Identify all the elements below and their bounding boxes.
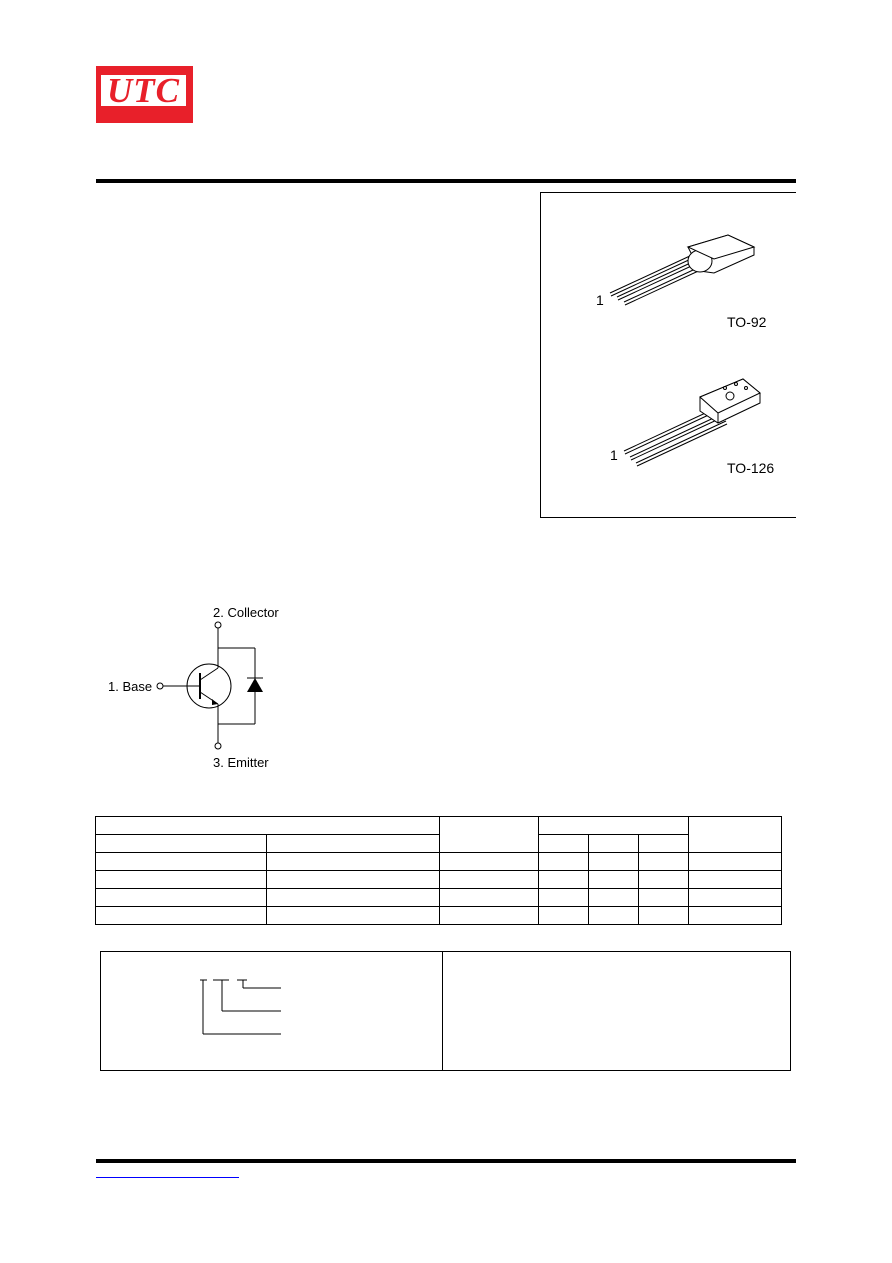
table-cell xyxy=(689,817,782,853)
table-cell xyxy=(589,853,639,871)
table-cell xyxy=(96,871,267,889)
table-row xyxy=(96,889,782,907)
to92-pin1-label: 1 xyxy=(596,292,604,308)
part-number-divider xyxy=(442,951,443,1071)
table-cell xyxy=(539,835,589,853)
diode-symbol xyxy=(247,678,263,692)
table-cell xyxy=(639,889,689,907)
to92-package-label: TO-92 xyxy=(727,314,767,330)
table-cell xyxy=(96,889,267,907)
base-label: 1. Base xyxy=(108,679,153,694)
table-subheader-row xyxy=(96,835,782,853)
to92-package-drawing xyxy=(600,225,770,315)
table-cell xyxy=(440,871,539,889)
table-cell xyxy=(639,871,689,889)
table-cell xyxy=(267,835,440,853)
table-cell xyxy=(539,889,589,907)
table-cell xyxy=(589,889,639,907)
table-cell xyxy=(96,835,267,853)
table-cell xyxy=(539,817,689,835)
table-cell xyxy=(539,907,589,925)
ordering-info-table xyxy=(95,816,782,925)
to126-package-drawing xyxy=(618,373,768,468)
table-cell xyxy=(639,835,689,853)
table-cell xyxy=(689,889,782,907)
base-terminal xyxy=(157,683,163,689)
footer-link-underline[interactable] xyxy=(96,1177,239,1178)
table-cell xyxy=(440,889,539,907)
table-cell xyxy=(267,907,440,925)
to92-body xyxy=(688,235,754,273)
table-cell xyxy=(639,853,689,871)
table-cell xyxy=(589,835,639,853)
emitter-arrow xyxy=(212,699,218,705)
to126-body xyxy=(700,379,760,423)
table-cell xyxy=(267,889,440,907)
table-cell xyxy=(539,871,589,889)
table-row xyxy=(96,907,782,925)
emitter-terminal xyxy=(215,743,221,749)
header-rule xyxy=(96,179,796,183)
table-cell xyxy=(440,907,539,925)
table-cell xyxy=(589,907,639,925)
table-cell xyxy=(267,871,440,889)
footer-rule xyxy=(96,1159,796,1163)
table-row xyxy=(96,871,782,889)
table-cell xyxy=(96,817,440,835)
collector-label: 2. Collector xyxy=(213,605,279,620)
table-cell xyxy=(440,817,539,853)
table-cell xyxy=(96,853,267,871)
transistor-schematic xyxy=(150,618,275,753)
table-row xyxy=(96,853,782,871)
table-cell xyxy=(440,853,539,871)
logo-inner-panel xyxy=(101,71,186,110)
table-cell xyxy=(689,907,782,925)
table-cell xyxy=(96,907,267,925)
utc-logo xyxy=(96,66,193,123)
logo-text: UTC xyxy=(107,71,180,110)
collector-terminal xyxy=(215,622,221,628)
to126-package-label: TO-126 xyxy=(727,460,775,476)
table-cell xyxy=(689,871,782,889)
table-cell xyxy=(639,907,689,925)
table-cell xyxy=(589,871,639,889)
table-cell xyxy=(267,853,440,871)
part-number-bracket-diagram xyxy=(195,975,290,1040)
table-cell xyxy=(539,853,589,871)
emitter-label: 3. Emitter xyxy=(213,755,269,770)
to126-pin1-label: 1 xyxy=(610,447,618,463)
table-cell xyxy=(689,853,782,871)
table-header-row xyxy=(96,817,782,835)
